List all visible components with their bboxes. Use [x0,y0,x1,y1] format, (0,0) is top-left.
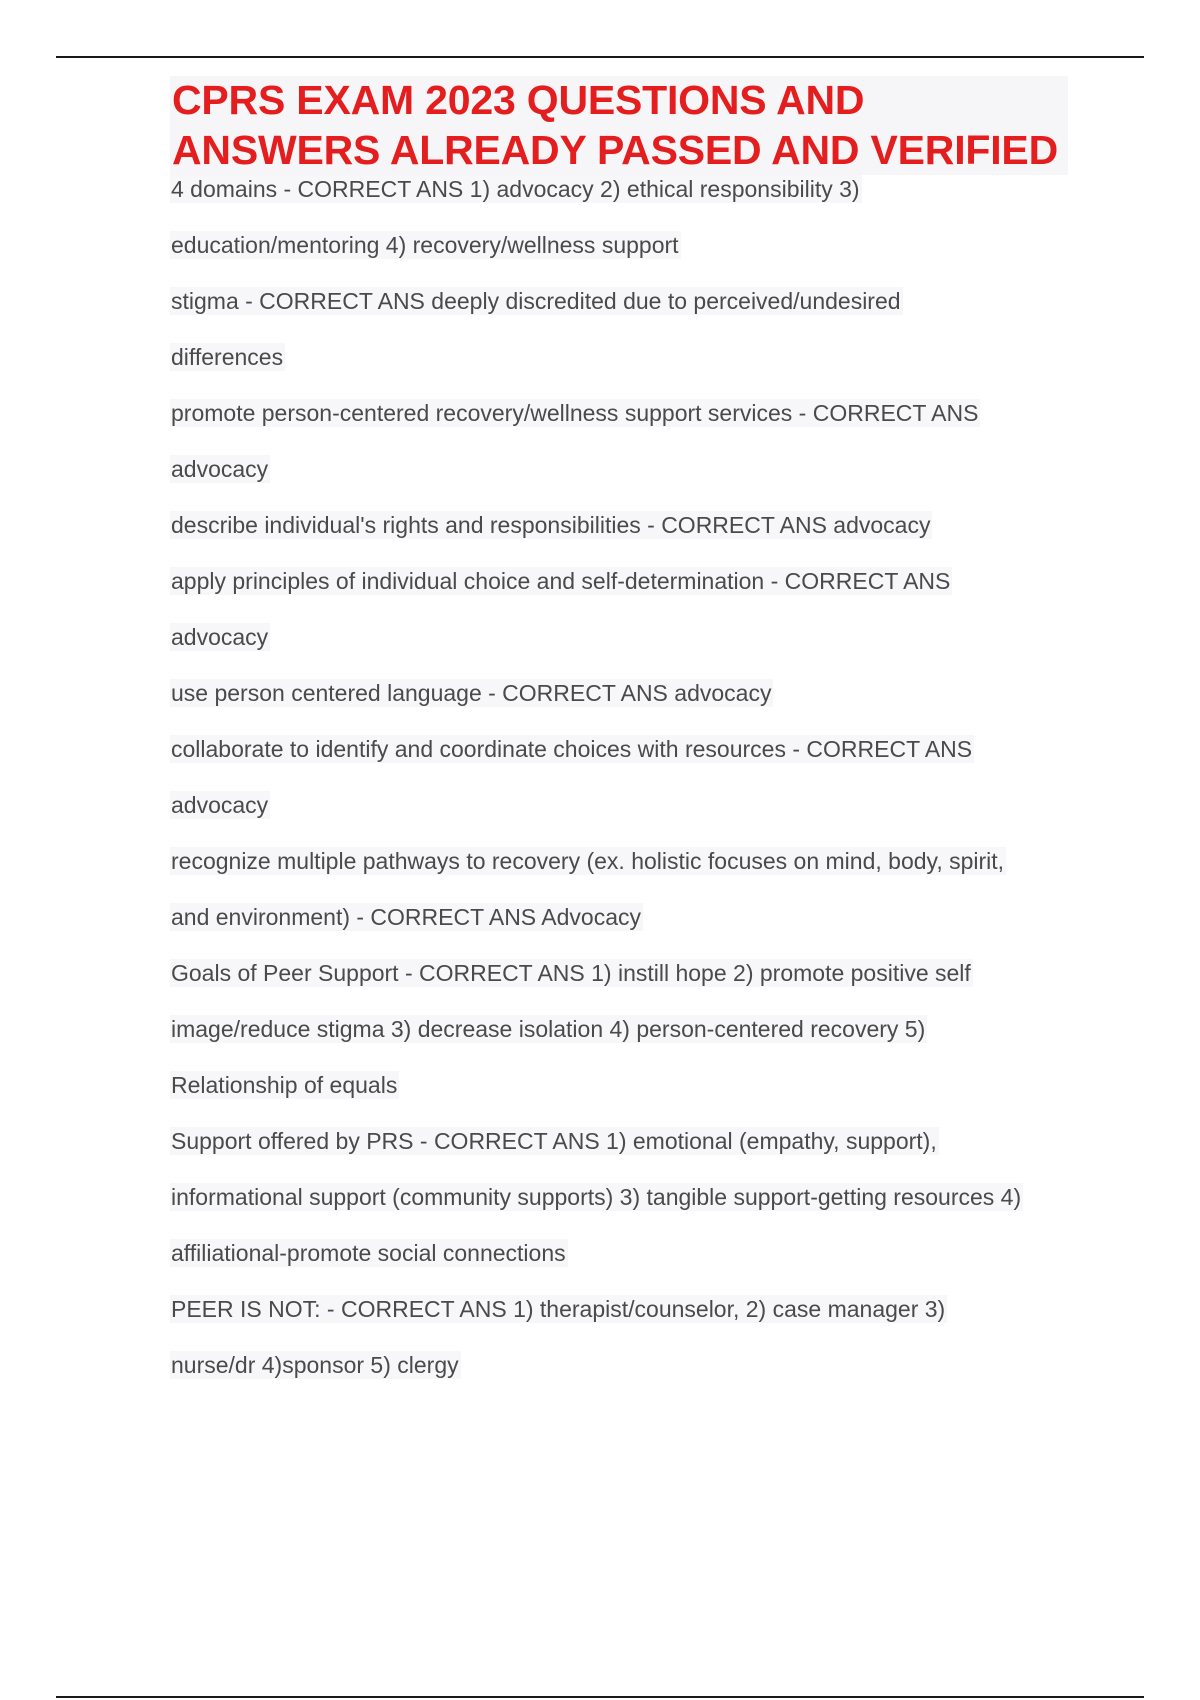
text-line-content: promote person-centered recovery/wellness support services - CORRECT ANS [171,400,979,426]
qa-list [170,175,1070,1407]
text-line [170,623,1070,679]
text-line [170,231,1070,287]
text-line [170,959,1070,1015]
text-line-content: Relationship of equals [171,1072,398,1098]
text-line [170,1239,1070,1295]
text-line [170,1183,1070,1239]
text-line [170,455,1070,511]
text-line-content: image/reduce stigma 3) decrease isolation 4) person-centered recovery 5) [171,1016,926,1042]
text-line-content: informational support (community supports) 3) tangible support-getting resources 4) [171,1184,1022,1210]
text-line-content: Support offered by PRS - CORRECT ANS 1) emotional (empathy, support), [171,1128,937,1154]
text-line [170,679,1070,735]
text-line [170,1127,1070,1183]
text-line-content: Goals of Peer Support - CORRECT ANS 1) instill hope 2) promote positive self [171,960,971,986]
text-line-content: affiliational-promote social connections [171,1240,566,1266]
text-line-content: differences [171,344,284,370]
text-line [170,1351,1070,1407]
text-line-content: advocacy [171,624,269,650]
document-content [170,76,1070,1407]
text-line [170,511,1070,567]
text-line-content: collaborate to identify and coordinate choices with resources - CORRECT ANS [171,736,973,762]
title-block [170,76,1068,175]
text-line [170,567,1070,623]
text-line-content: stigma - CORRECT ANS deeply discredited due to perceived/undesired [171,288,901,314]
bottom-rule [56,1696,1144,1698]
text-line [170,1015,1070,1071]
text-line [170,791,1070,847]
text-line [170,343,1070,399]
text-line [170,1071,1070,1127]
text-line-content: recognize multiple pathways to recovery (ex. holistic focuses on mind, body, spirit, [171,848,1005,874]
text-line-content: nurse/dr 4)sponsor 5) clergy [171,1352,459,1378]
text-line-content: advocacy [171,792,269,818]
text-line [170,847,1070,903]
text-line-content: 4 domains - CORRECT ANS 1) advocacy 2) ethical responsibility 3) [171,176,860,202]
text-line-content: apply principles of individual choice and self-determination - CORRECT ANS [171,568,951,594]
text-line-content: education/mentoring 4) recovery/wellness support [171,232,679,258]
text-line-content: and environment) - CORRECT ANS Advocacy [171,904,641,930]
text-line [170,903,1070,959]
top-rule [56,56,1144,58]
document-title: CPRS EXAM 2023 QUESTIONS AND ANSWERS ALREADY PASSED AND VERIFIED [172,77,1058,173]
text-line [170,735,1070,791]
text-line [170,175,1070,231]
text-line-content: describe individual's rights and responsibilities - CORRECT ANS advocacy [171,512,931,538]
text-line-content: advocacy [171,456,269,482]
text-line [170,1295,1070,1351]
text-line-content: PEER IS NOT: - CORRECT ANS 1) therapist/counselor, 2) case manager 3) [171,1296,946,1322]
text-line [170,399,1070,455]
text-line [170,287,1070,343]
text-line-content: use person centered language - CORRECT ANS advocacy [171,680,772,706]
